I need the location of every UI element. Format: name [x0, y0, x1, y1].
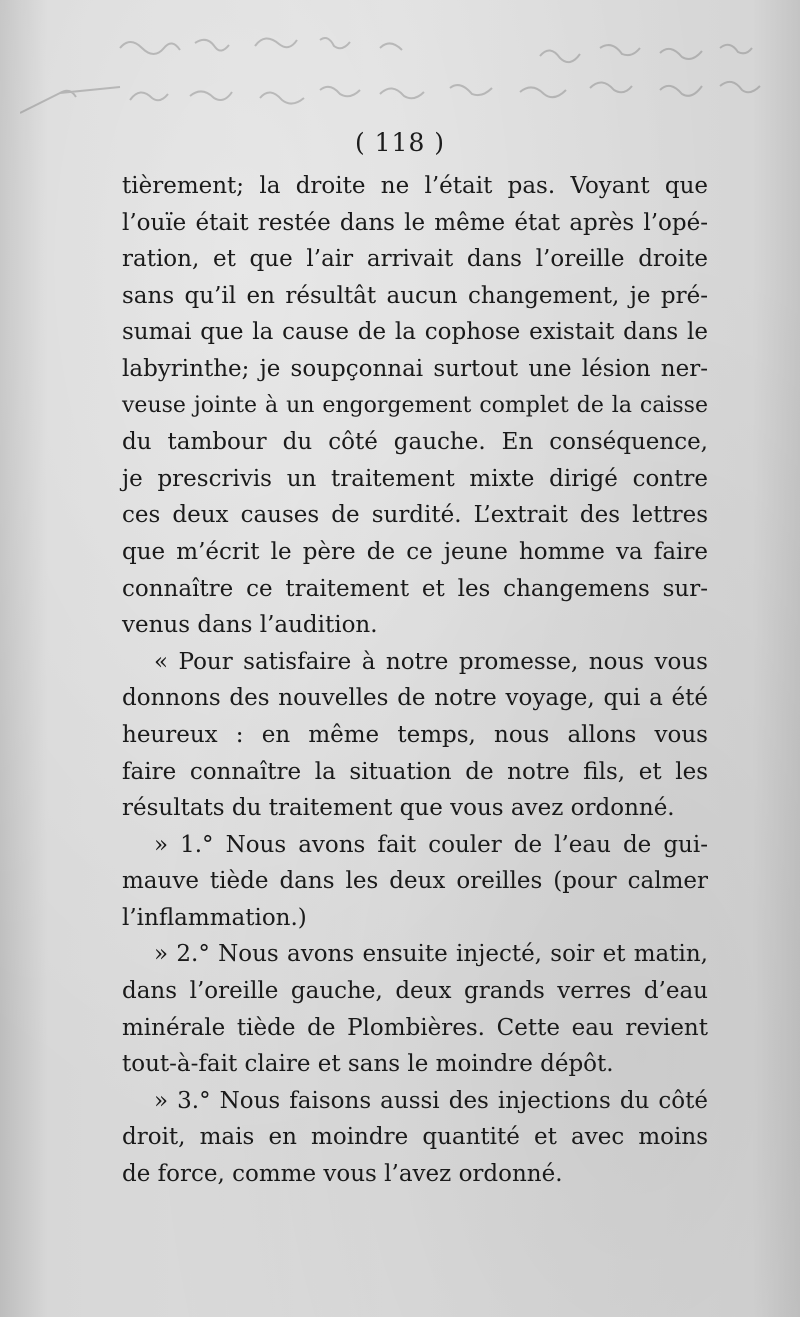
text-line: l’ouïe était restée dans le même état après l’opé-	[122, 209, 708, 236]
text-line: connaître ce traitement et les changemens sur-	[122, 575, 708, 602]
page-number: ( 118 )	[354, 128, 446, 157]
text-line: dans l’oreille gauche, deux grands verres d’eau	[122, 978, 708, 1005]
text-line: sumai que la cause de la cophose existait dans le	[122, 319, 708, 346]
text-line: du tambour du côté gauche. En conséquence,	[122, 429, 708, 456]
text-line: donnons des nouvelles de notre voyage, qui a été	[122, 685, 708, 712]
text-line: résultats du traitement que vous avez ordonné.	[122, 795, 675, 822]
text-line: « Pour satisfaire à notre promesse, nous vous	[154, 648, 708, 675]
text-line: faire connaître la situation de notre fils, et les	[122, 758, 708, 785]
text-line: venus dans l’audition.	[122, 612, 378, 639]
text-line: l’inflammation.)	[122, 904, 307, 931]
text-line: » 2.° Nous avons ensuite injecté, soir et matin,	[154, 941, 708, 968]
text-line: tout-à-fait claire et sans le moindre dépôt.	[122, 1051, 614, 1078]
text-line: labyrinthe; je soupçonnai surtout une lésion ner-	[122, 355, 708, 382]
text-line: droit, mais en moindre quantité et avec moins	[122, 1124, 708, 1151]
text-line: que m’écrit le père de ce jeune homme va faire	[122, 538, 708, 565]
text-line: de force, comme vous l’avez ordonné.	[122, 1161, 563, 1188]
text-line: heureux : en même temps, nous allons vous	[122, 721, 708, 748]
text-line: minérale tiède de Plombières. Cette eau revient	[122, 1014, 708, 1041]
text-line: ces deux causes de surdité. L’extrait des lettres	[122, 502, 708, 529]
handwriting-scribble-icon	[20, 18, 790, 128]
text-line: ration, et que l’air arrivait dans l’oreille droite	[122, 246, 708, 273]
text-line: » 1.° Nous avons fait couler de l’eau de gui-	[154, 831, 708, 858]
text-line: veuse jointe à un engorgement complet de la caisse	[122, 392, 708, 418]
text-line: » 3.° Nous faisons aussi des injections du côté	[154, 1087, 708, 1114]
text-line: mauve tiède dans les deux oreilles (pour calmer	[122, 868, 708, 895]
pencil-annotation	[20, 18, 790, 128]
text-line: tièrement; la droite ne l’était pas. Voyant que	[122, 173, 708, 199]
body-text	[122, 168, 708, 1193]
text-line: je prescrivis un traitement mixte dirigé contre	[122, 465, 708, 492]
text-line: sans qu’il en résultât aucun changement, je pré-	[122, 282, 708, 309]
